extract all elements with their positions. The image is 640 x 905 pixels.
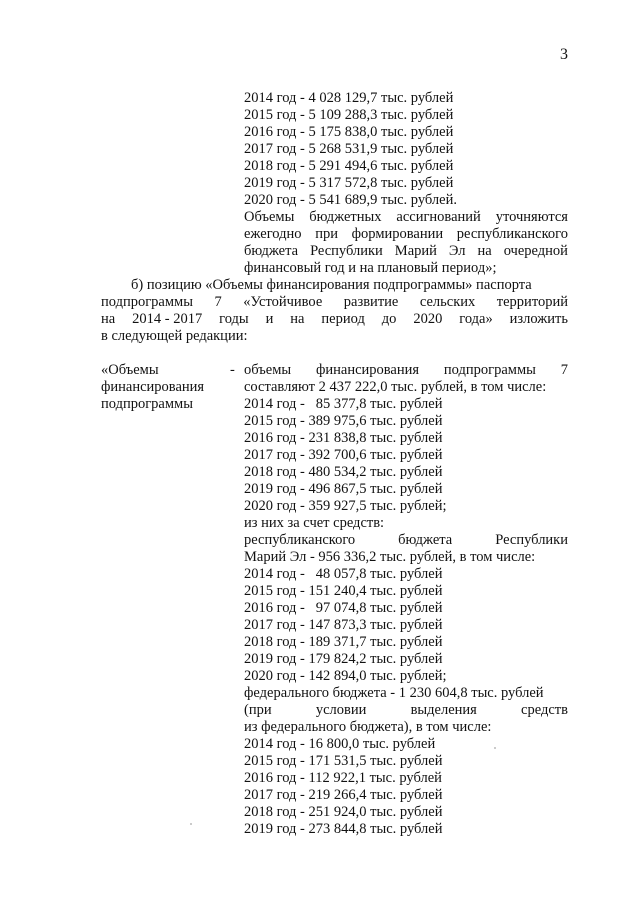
word: на: [101, 311, 116, 327]
word: Республики: [495, 532, 568, 548]
note-line-3: [244, 243, 568, 260]
word: условии: [315, 702, 367, 718]
republic-year-line: 2019 год - 179 824,2 тыс. рублей: [244, 651, 443, 667]
label-line-3: подпрограммы: [101, 396, 193, 412]
word: годы: [219, 311, 249, 327]
word: при: [315, 226, 338, 242]
page-number: 3: [560, 46, 568, 63]
top-year-line: 2020 год - 5 541 689,9 тыс. рублей.: [244, 192, 457, 208]
total-year-line: 2018 год - 480 534,2 тыс. рублей: [244, 464, 443, 480]
scan-speck: [190, 823, 192, 825]
label-line-1: «Объемы: [101, 362, 159, 378]
word: объемы: [244, 362, 292, 378]
federal-line-3: из федерального бюджета), в том числе:: [244, 719, 492, 735]
top-year-line: 2018 год - 5 291 494,6 тыс. рублей: [244, 158, 454, 174]
federal-year-line: 2016 год - 112 922,1 тыс. рублей: [244, 770, 442, 786]
word: ежегодно: [244, 226, 302, 242]
para-b-line-4: в следующей редакции:: [101, 328, 248, 344]
republic-line-2: Марий Эл - 956 336,2 тыс. рублей, в том числе:: [244, 549, 536, 565]
word: на: [290, 311, 305, 327]
note-line-1: [244, 209, 568, 226]
word: Объемы: [244, 209, 295, 225]
para-b-line-3: [101, 311, 568, 328]
label-line-2: финансирования: [101, 379, 205, 395]
word: ассигнований: [396, 209, 481, 225]
word: республиканского: [244, 532, 356, 548]
word: республиканского: [456, 226, 568, 242]
note-line-2: [244, 226, 568, 243]
top-year-line: 2014 год - 4 028 129,7 тыс. рублей: [244, 90, 454, 106]
total-year-line: 2016 год - 231 838,8 тыс. рублей: [244, 430, 443, 446]
federal-line-2: [244, 702, 568, 719]
word: выделения: [410, 702, 477, 718]
word: 7: [560, 362, 568, 378]
word: Эл: [448, 243, 466, 259]
total-year-line: 2019 год - 496 867,5 тыс. рублей: [244, 481, 443, 497]
total-year-line: 2020 год - 359 927,5 тыс. рублей;: [244, 498, 447, 514]
scan-speck: [494, 747, 496, 749]
word: развитие: [343, 294, 399, 310]
word: бюджета: [398, 532, 453, 548]
word: Республики: [310, 243, 383, 259]
para-b-line-1: б) позицию «Объемы финансирования подпрограммы» паспорта: [131, 277, 532, 293]
word: Марий: [394, 243, 437, 259]
word: «Устойчивое: [243, 294, 323, 310]
word: бюджета: [244, 243, 299, 259]
word: период: [321, 311, 365, 327]
top-year-line: 2015 год - 5 109 288,3 тыс. рублей: [244, 107, 454, 123]
para-b-line-2: [101, 294, 568, 311]
federal-year-line: 2018 год - 251 924,0 тыс. рублей: [244, 804, 443, 820]
republic-year-line: 2015 год - 151 240,4 тыс. рублей: [244, 583, 443, 599]
word: изложить: [509, 311, 568, 327]
federal-year-line: 2019 год - 273 844,8 тыс. рублей: [244, 821, 443, 837]
republic-year-line: 2014 год - 48 057,8 тыс. рублей: [244, 566, 443, 582]
word: территорий: [496, 294, 568, 310]
total-year-line: 2015 год - 389 975,6 тыс. рублей: [244, 413, 443, 429]
top-year-line: 2016 год - 5 175 838,0 тыс. рублей: [244, 124, 454, 140]
word: уточняются: [495, 209, 568, 225]
republic-year-line: 2018 год - 189 371,7 тыс. рублей: [244, 634, 443, 650]
word: и: [265, 311, 274, 327]
word: на: [477, 243, 492, 259]
top-year-line: 2017 год - 5 268 531,9 тыс. рублей: [244, 141, 454, 157]
word: средств: [521, 702, 568, 718]
total-year-line: 2014 год - 85 377,8 тыс. рублей: [244, 396, 443, 412]
top-year-line: 2019 год - 5 317 572,8 тыс. рублей: [244, 175, 454, 191]
republic-year-line: 2016 год - 97 074,8 тыс. рублей: [244, 600, 443, 616]
total-year-line: 2017 год - 392 700,6 тыс. рублей: [244, 447, 443, 463]
federal-year-line: 2015 год - 171 531,5 тыс. рублей: [244, 753, 443, 769]
word: подпрограммы: [443, 362, 536, 378]
intro-line-2: составляют 2 437 222,0 тыс. рублей, в том числе:: [244, 379, 547, 395]
republic-line-1: [244, 532, 568, 549]
word: сельских: [419, 294, 476, 310]
word: 2020: [413, 311, 443, 327]
word: бюджетных: [309, 209, 382, 225]
word: формировании: [351, 226, 444, 242]
word: финансирования: [315, 362, 420, 378]
republic-year-line: 2017 год - 147 873,3 тыс. рублей: [244, 617, 443, 633]
federal-line-1: федерального бюджета - 1 230 604,8 тыс. рублей: [244, 685, 544, 701]
word: подпрограммы: [101, 294, 193, 310]
federal-year-line: 2014 год - 16 800,0 тыс. рублей: [244, 736, 436, 752]
from-funds-line: из них за счет средств:: [244, 515, 385, 531]
word: года»: [459, 311, 493, 327]
word: 7: [214, 294, 222, 310]
word: очередной: [503, 243, 568, 259]
intro-line-1: [244, 362, 568, 379]
label-dash: -: [230, 362, 235, 378]
word: 2014 - 2017: [132, 311, 203, 327]
federal-year-line: 2017 год - 219 266,4 тыс. рублей: [244, 787, 443, 803]
word: (при: [244, 702, 272, 718]
word: до: [381, 311, 397, 327]
note-line-4: финансовый год и на плановый период»;: [244, 260, 497, 276]
republic-year-line: 2020 год - 142 894,0 тыс. рублей;: [244, 668, 447, 684]
